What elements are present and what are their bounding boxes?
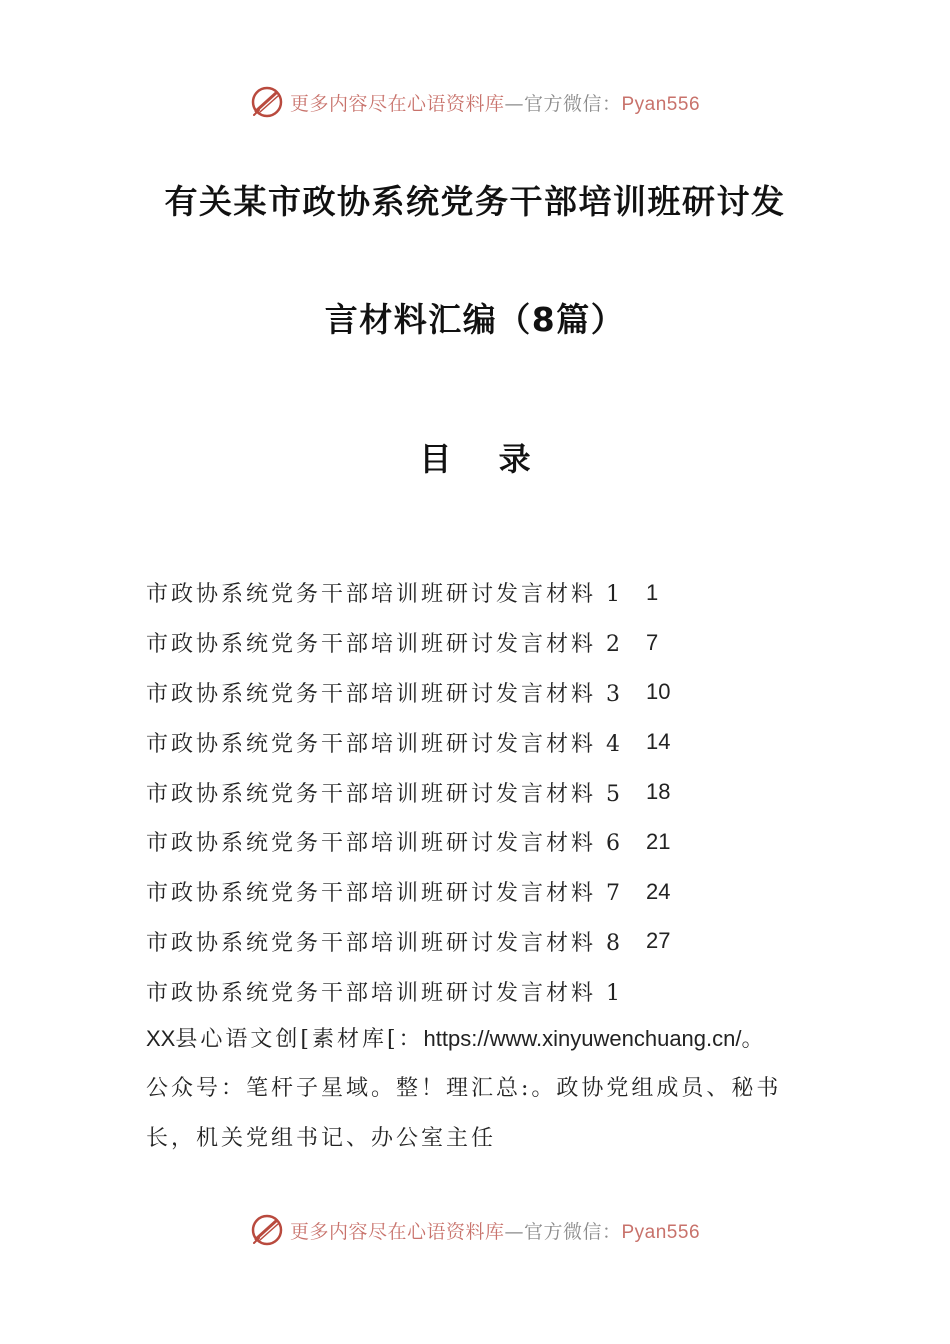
watermark-main: 更多内容尽在心语资料库 xyxy=(289,92,505,115)
toc-item-label: 市政协系统党务干部培训班研讨发言材料 8 xyxy=(146,930,623,956)
document-title-line-2: 言材料汇编（8篇） xyxy=(324,300,626,339)
watermark-header xyxy=(0,82,950,122)
toc-item-label: 市政协系统党务干部培训班研讨发言材料 2 xyxy=(146,632,623,658)
watermark-id: Pyan556 xyxy=(621,1221,701,1243)
toc-item[interactable] xyxy=(146,966,826,1016)
toc-heading: 目 录 xyxy=(419,440,549,478)
toc-item-page: 21 xyxy=(646,828,671,854)
watermark-id: Pyan556 xyxy=(621,93,701,115)
watermark-footer xyxy=(0,1210,950,1250)
document-title-line-1: 有关某市政协系统党务干部培训班研讨发 xyxy=(164,182,786,221)
toc-item-page: 14 xyxy=(646,729,671,755)
toc-item-page: 10 xyxy=(646,679,671,705)
toc-item-page: 27 xyxy=(646,928,671,954)
watermark-dash: — xyxy=(504,1220,524,1243)
toc-item-label: 市政协系统党务干部培训班研讨发言材料 3 xyxy=(146,681,623,707)
toc-item[interactable] xyxy=(146,817,826,867)
pen-logo-icon xyxy=(250,85,284,119)
toc-item-page: 1 xyxy=(646,579,659,605)
toc-item-label: 市政协系统党务干部培训班研讨发言材料 1 xyxy=(146,980,623,1006)
toc-item[interactable] xyxy=(146,767,826,817)
body-paragraph-line-3: 长，机关党组书记、办公室主任 xyxy=(146,1126,497,1151)
toc-item[interactable] xyxy=(146,917,826,967)
toc-item[interactable] xyxy=(146,867,826,917)
watermark-main: 更多内容尽在心语资料库 xyxy=(289,1220,505,1243)
toc-item-page: 18 xyxy=(646,779,671,805)
para-url-link[interactable]: https://www.xinyuwenchuang.cn/ xyxy=(423,1026,742,1051)
toc-item[interactable] xyxy=(146,668,826,718)
toc-item-page: 7 xyxy=(646,629,659,655)
body-paragraph-line-2: 公众号：笔杆子星域。整！理汇总:。政协党组成员、秘书 xyxy=(146,1076,782,1101)
para-mid: 县心语文创[素材库[： xyxy=(175,1027,424,1052)
table-of-contents xyxy=(146,568,826,1016)
para-end: 。 xyxy=(741,1027,767,1052)
toc-item-label: 市政协系统党务干部培训班研讨发言材料 4 xyxy=(146,731,623,757)
pen-logo-icon xyxy=(250,1213,284,1247)
toc-item[interactable] xyxy=(146,618,826,668)
body-paragraph-line-1 xyxy=(146,1022,816,1053)
toc-item-page: 24 xyxy=(646,878,671,904)
watermark-official: 官方微信： xyxy=(523,92,622,115)
watermark-text xyxy=(290,1217,700,1244)
watermark-text xyxy=(290,89,700,116)
watermark-dash: — xyxy=(504,92,524,115)
toc-item[interactable] xyxy=(146,717,826,767)
toc-item-label: 市政协系统党务干部培训班研讨发言材料 5 xyxy=(146,781,623,807)
para-prefix: XX xyxy=(146,1026,176,1051)
watermark-official: 官方微信： xyxy=(523,1220,622,1243)
toc-item-label: 市政协系统党务干部培训班研讨发言材料 6 xyxy=(146,831,623,857)
toc-item[interactable] xyxy=(146,568,826,618)
toc-item-label: 市政协系统党务干部培训班研讨发言材料 7 xyxy=(146,881,623,907)
toc-item-label: 市政协系统党务干部培训班研讨发言材料 1 xyxy=(146,582,623,608)
